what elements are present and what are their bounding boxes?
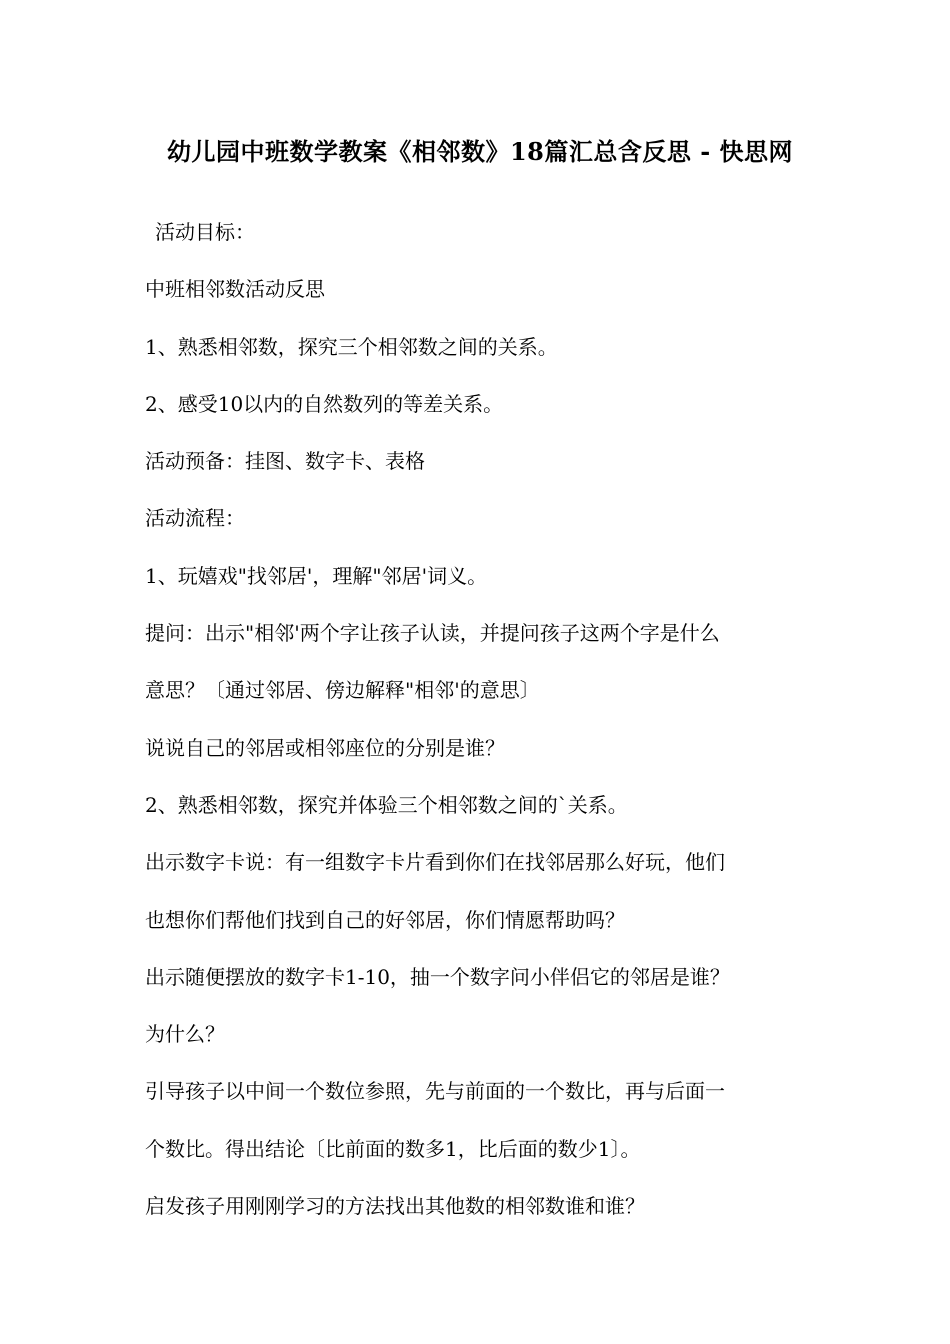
paragraph-line: 出示随便摆放的数字卡1-10，抽一个数字问小伴侣它的邻居是谁？ bbox=[145, 964, 730, 989]
paragraph-line: 出示数字卡说：有一组数字卡片看到你们在找邻居那么好玩，他们 bbox=[145, 850, 725, 875]
paragraph-line: 引导孩子以中间一个数位参照，先与前面的一个数比，再与后面一 bbox=[145, 1079, 725, 1104]
paragraph-line: 也想你们帮他们找到自己的好邻居，你们情愿帮助吗？ bbox=[145, 907, 625, 932]
paragraph-line: 1、熟悉相邻数，探究三个相邻数之间的关系。 bbox=[145, 334, 558, 359]
paragraph-line: 活动预备：挂图、数字卡、表格 bbox=[145, 449, 425, 474]
paragraph-line: 1、玩嬉戏"找邻居'，理解"邻居'词义。 bbox=[145, 563, 488, 588]
paragraph-line: 2、感受10以内的自然数列的等差关系。 bbox=[145, 391, 504, 416]
paragraph-line: 2、熟悉相邻数，探究并体验三个相邻数之间的`关系。 bbox=[145, 792, 628, 817]
paragraph-line: 说说自己的邻居或相邻座位的分别是谁？ bbox=[145, 735, 505, 760]
paragraph-line: 启发孩子用刚刚学习的方法找出其他数的相邻数谁和谁？ bbox=[145, 1194, 645, 1219]
paragraph-line: 提问：出示"相邻'两个字让孩子认读，并提问孩子这两个字是什么 bbox=[145, 621, 720, 646]
paragraph-line: 活动流程： bbox=[145, 506, 245, 531]
paragraph-line: 为什么？ bbox=[145, 1022, 225, 1047]
paragraph-line: 意思？〔通过邻居、傍边解释"相邻'的意思〕 bbox=[145, 678, 540, 703]
document-body bbox=[145, 204, 815, 1235]
paragraph-line: 中班相邻数活动反思 bbox=[145, 277, 325, 302]
paragraph-line: 个数比。得出结论〔比前面的数多1，比后面的数少1〕。 bbox=[145, 1136, 641, 1161]
paragraph-line: 活动目标： bbox=[155, 220, 255, 244]
document-title: 幼儿园中班数学教案《相邻数》18篇汇总含反思 - 快思网 bbox=[166, 137, 794, 166]
